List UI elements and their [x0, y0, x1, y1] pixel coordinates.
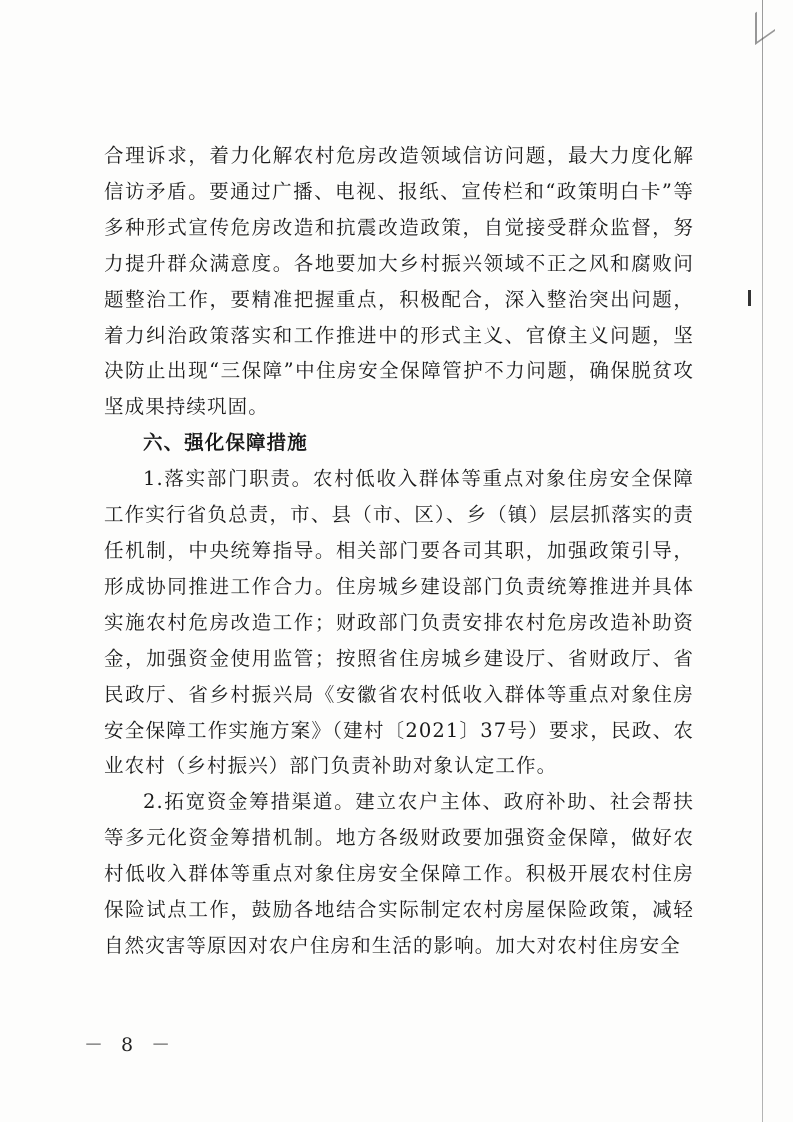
- paragraph-continued: 合理诉求，着力化解农村危房改造领域信访问题，最大力度化解信访矛盾。要通过广播、电视、报纸、宣传栏和“政策明白卡”等多种形式宣传危房改造和抗震改造政策，自觉接受群众监督，努力提升群众满意度。各地要加大乡村振兴领域不正之风和腐败问题整治工作，要精准把握重点，积极配合，深入整治突出问题，着力纠治政策落实和工作推进中的形式主义、官僚主义问题，坚决防止出现“三保障”中住房安全保障管护不力问题，确保脱贫攻坚成果持续巩固。: [104, 144, 694, 419]
- scan-corner-mark: [755, 0, 775, 45]
- scan-margin-mark: [748, 290, 751, 306]
- document-body: [104, 138, 694, 964]
- scan-edge-line: [762, 0, 763, 1122]
- paragraph-item-2: 2.拓宽资金筹措渠道。建立农户主体、政府补助、社会帮扶等多元化资金筹措机制。地方各级财政要加强资金保障，做好农村低收入群体等重点对象住房安全保障工作。积极开展农村住房保险试点工作，鼓励各地结合实际制定农村房屋保险政策，减轻自然灾害等原因对农户住房和生活的影响。加大对农村住房安全: [104, 790, 694, 957]
- section-heading: 六、强化保障措施: [143, 431, 308, 455]
- paragraph-item-1: 1.落实部门职责。农村低收入群体等重点对象住房安全保障工作实行省负总责，市、县（市、区）、乡（镇）层层抓落实的责任机制，中央统筹指导。相关部门要各司其职，加强政策引导，形成协同推进工作合力。住房城乡建设部门负责统筹推进并具体实施农村危房改造工作；财政部门负责安排农村危房改造补助资金，加强资金使用监管；按照省住房城乡建设厅、省财政厅、省民政厅、省乡村振兴局《安徽省农村低收入群体等重点对象住房安全保障工作实施方案》（建村〔2021〕37号）要求，民政、农业农村（乡村振兴）部门负责补助对象认定工作。: [104, 467, 694, 778]
- page-number: － 8 －: [84, 1034, 177, 1056]
